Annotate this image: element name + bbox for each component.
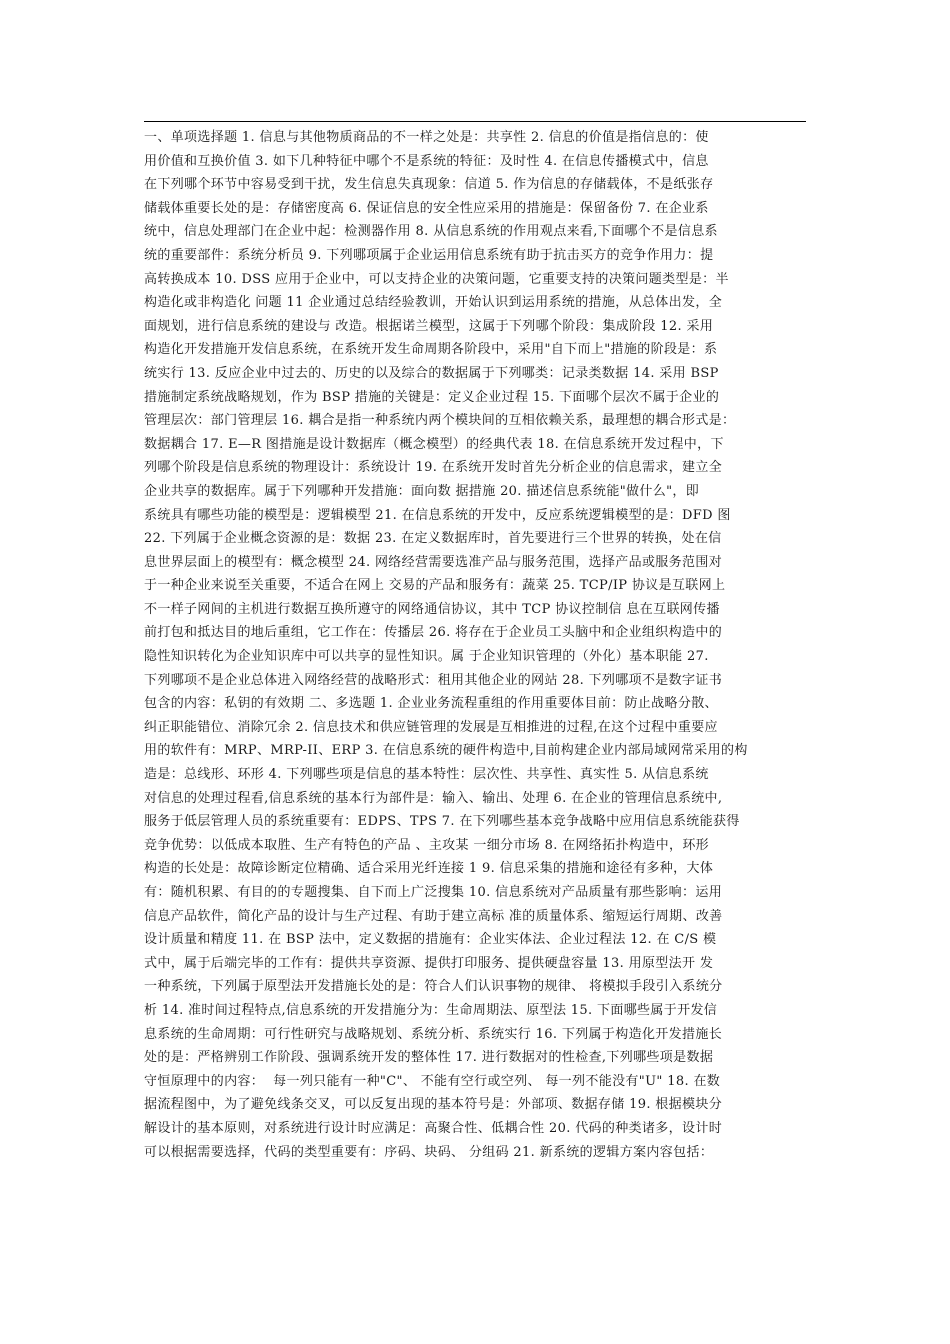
text-line: 22. 下列属于企业概念资源的是：数据 23. 在定义数据库时，首先要进行三个世界的转换，处在信 — [144, 531, 722, 547]
text-line: 造是：总线形、环形 4. 下列哪些项是信息的基本特性：层次性、共享性、真实性 5. 从信息系统 — [144, 767, 709, 783]
text-line: 前打包和抵达目的地后重组，它工作在：传播层 26. 将存在于企业员工头脑中和企业组织构造中的 — [144, 625, 723, 641]
text-line: 守恒原理中的内容： 每一列只能有一种"C"、 不能有空行或空列、 每一列不能没有"U" 18. 在数 — [144, 1073, 721, 1089]
text-line: 数据耦合 17. E—R 图措施是设计数据库（概念模型）的经典代表 18. 在信息系统开发过程中，下 — [144, 436, 724, 452]
text-line: 隐性知识转化为企业知识库中可以共享的显性知识。属 于企业知识管理的（外化）基本职能 27. — [144, 649, 709, 665]
text-line: 下列哪项不是企业总体进入网络经营的战略形式：租用其他企业的网站 28. 下列哪项不是数字证书 — [144, 672, 723, 688]
header-rule — [144, 121, 806, 122]
text-line: 构造化开发措施开发信息系统，在系统开发生命周期各阶段中，采用"自下而上"措施的阶段是：系 — [144, 342, 718, 358]
text-line: 储载体重要长处的是：存储密度高 6. 保证信息的安全性应采用的措施是：保留备份 7. 在企业系 — [144, 200, 709, 216]
text-line: 在下列哪个环节中容易受到干扰，发生信息失真现象：信道 5. 作为信息的存储载体，不是纸张存 — [144, 177, 714, 193]
text-line: 列哪个阶段是信息系统的物理设计：系统设计 19. 在系统开发时首先分析企业的信息需求，建立全 — [144, 460, 723, 476]
text-line: 高转换成本 10. DSS 应用于企业中，可以支持企业的决策问题，它重要支持的决策问题类型是：半 — [144, 271, 729, 287]
text-line: 息世界层面上的模型有：概念模型 24. 网络经营需要选准产品与服务范围，选择产品或服务范围对 — [144, 554, 723, 570]
text-line: 统实行 13. 反应企业中过去的、历史的以及综合的数据属于下列哪类：记录类数据 14. 采用 BSP — [144, 365, 719, 381]
text-line: 统中，信息处理部门在企业中起：检测器作用 8. 从信息系统的作用观点来看,下面哪个不是信息系 — [144, 224, 718, 240]
text-line: 竞争优势：以低成本取胜、生产有特色的产品 、主攻某 一细分市场 8. 在网络拓扑构造中，环形 — [144, 837, 710, 853]
text-line: 服务于低层管理人员的系统重要有：EDPS、TPS 7. 在下列哪些基本竞争战略中应用信息系统能获得 — [144, 814, 740, 830]
text-line: 措施制定系统战略规划，作为 BSP 措施的关键是：定义企业过程 15. 下面哪个层次不属于企业的 — [144, 389, 720, 405]
text-line: 管理层次：部门管理层 16. 耦合是指一种系统内两个模块间的互相依赖关系，最理想的耦合形式是： — [144, 413, 736, 429]
text-line: 信息产品软件，简化产品的设计与生产过程、有助于建立高标 准的质量体系、缩短运行周期、改善 — [144, 908, 723, 924]
text-line: 息系统的生命周期：可行性研究与战略规划、系统分析、系统实行 16. 下列属于构造化开发措施长 — [144, 1026, 723, 1042]
text-line: 用的软件有：MRP、MRP-II、ERP 3. 在信息系统的硬件构造中,目前构建企业内部局域网常采用的构 — [144, 743, 748, 759]
text-line: 面规划，进行信息系统的建设与 改造。根据诺兰模型，这属于下列哪个阶段：集成阶段 12. 采用 — [144, 318, 714, 334]
text-line: 统的重要部件：系统分析员 9. 下列哪项属于企业运用信息系统有助于抗击买方的竞争作用力：提 — [144, 247, 714, 263]
text-line: 处的是：严格辨别工作阶段、强调系统开发的整体性 17. 进行数据对的性检查,下列哪些项是数据 — [144, 1050, 714, 1066]
text-line: 包含的内容：私钥的有效期 二、多选题 1. 企业业务流程重组的作用重要体目前：防止战略分散、 — [144, 696, 718, 712]
text-line: 析 14. 准时间过程特点,信息系统的开发措施分为：生命周期法、原型法 15. 下面哪些属于开发信 — [144, 1002, 718, 1018]
text-line: 可以根据需要选择，代码的类型重要有：序码、块码、 分组码 21. 新系统的逻辑方案内容包括： — [144, 1144, 714, 1160]
text-line: 式中，属于后端完毕的工作有：提供共享资源、提供打印服务、提供硬盘容量 13. 用原型法开 发 — [144, 955, 714, 971]
text-line: 不一样子网间的主机进行数据互换所遵守的网络通信协议，其中 TCP 协议控制信 息在互联网传播 — [144, 601, 720, 617]
text-line: 一、单项选择题 1. 信息与其他物质商品的不一样之处是：共享性 2. 信息的价值是指信息的：使 — [144, 130, 709, 145]
text-line: 一种系统，下列属于原型法开发措施长处的是：符合人们认识事物的规律、 将模拟手段引入系统分 — [144, 979, 723, 995]
text-line: 企业共享的数据库。属于下列哪种开发措施：面向数 据措施 20. 描述信息系统能"做什么"，即 — [144, 483, 700, 499]
text-line: 据流程图中，为了避免线条交叉，可以反复出现的基本符号是：外部项、数据存储 19. 根据模块分 — [144, 1097, 723, 1113]
body-text — [144, 126, 808, 1164]
text-line: 有：随机积累、有目的的专题搜集、自下而上广泛搜集 10. 信息系统对产品质量有那些影响：运用 — [144, 885, 723, 900]
text-line: 对信息的处理过程看,信息系统的基本行为部件是：输入、输出、处理 6. 在企业的管理信息系统中, — [144, 790, 723, 806]
text-line: 解设计的基本原则，对系统进行设计时应满足：高聚合性、低耦合性 20. 代码的种类诸多，设计时 — [144, 1120, 723, 1136]
text-line: 设计质量和精度 11. 在 BSP 法中，定义数据的措施有：企业实体法、企业过程法 12. 在 C/S 模 — [144, 932, 717, 948]
text-line: 用价值和互换价值 3. 如下几种特征中哪个不是系统的特征：及时性 4. 在信息传播模式中，信息 — [144, 153, 709, 169]
text-line: 构造化或非构造化 问题 11 企业通过总结经验教训，开始认识到运用系统的措施，从总体出发，全 — [144, 295, 723, 311]
text-line: 构造的长处是：故障诊断定位精确、适合采用光纤连接 1 9. 信息采集的措施和途径有多种，大体 — [144, 861, 714, 877]
text-line: 系统具有哪些功能的模型是：逻辑模型 21. 在信息系统的开发中，反应系统逻辑模型的是：DFD 图 — [144, 507, 731, 523]
text-line: 纠正职能错位、消除冗余 2. 信息技术和供应链管理的发展是互相推进的过程,在这个过程中重要应 — [144, 719, 718, 735]
text-line: 于一种企业来说至关重要，不适合在网上 交易的产品和服务有：蔬菜 25. TCP/IP 协议是互联网上 — [144, 578, 726, 594]
